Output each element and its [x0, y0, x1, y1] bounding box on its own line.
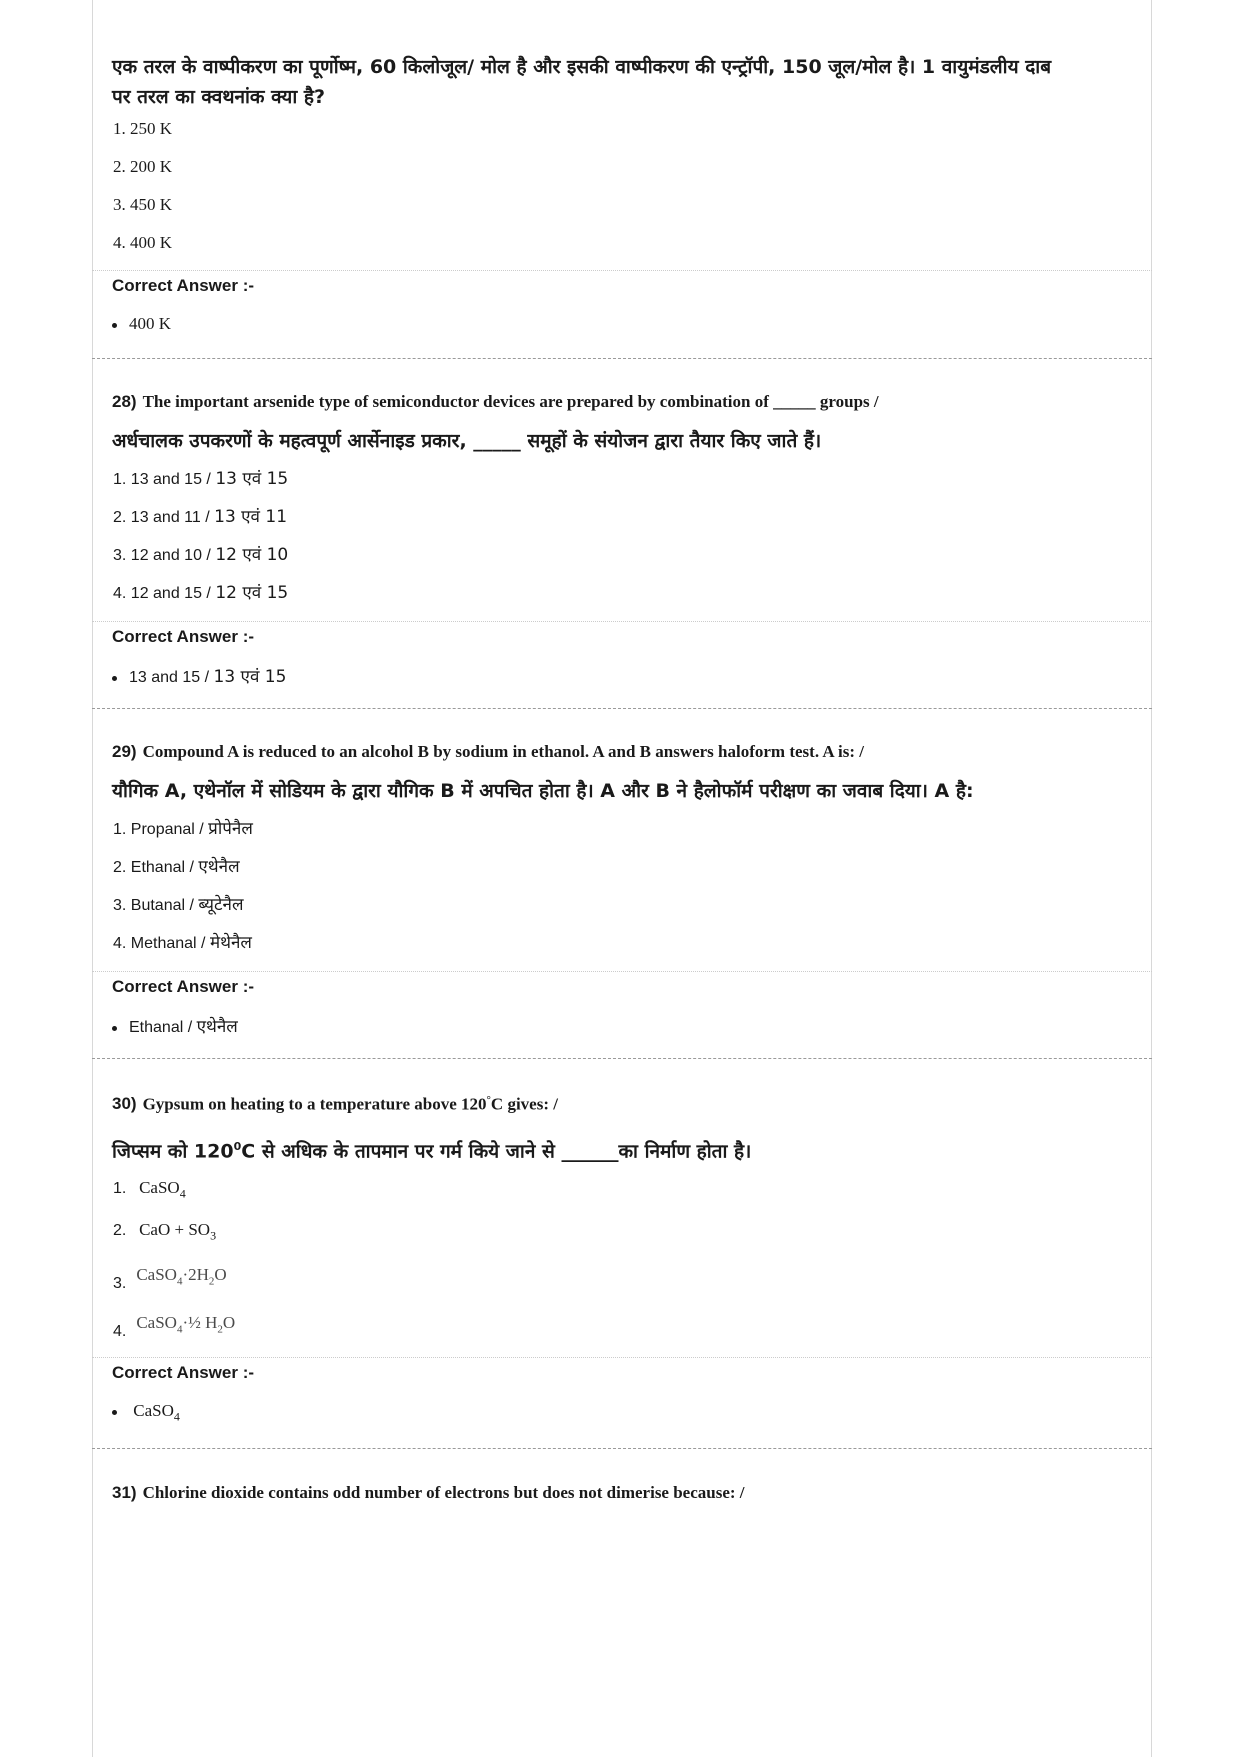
q28-option-1[interactable]: 1. 13 and 15 / 13 एवं 15: [113, 469, 289, 489]
q30-number: 30): [112, 1094, 137, 1114]
q31-number: 31): [112, 1483, 137, 1502]
q30-option-2[interactable]: 2. CaO + $SO_3$: [113, 1220, 217, 1243]
q27-hindi-question: [112, 52, 1122, 112]
bullet-icon: [112, 1410, 117, 1415]
q30-english-question: 30) Gypsum on heating to a temperature above 120°C gives: /: [112, 1094, 558, 1114]
q27-option-4[interactable]: 4. 400 K: [113, 233, 173, 252]
q30-correct-answer: CaSO$_4$: [112, 1401, 180, 1424]
q30-option-4-formula: CaSO$_4$·½ $H_2O$: [136, 1313, 236, 1336]
q29-correct-answer: Ethanal / एथेनैल: [112, 1014, 238, 1037]
bullet-icon: [112, 676, 117, 681]
divider: [92, 270, 1152, 271]
q28-hindi-question: अर्धचालक उपकरणों के महत्वपूर्ण आर्सेनाइड प्रकार, _____ समूहों के संयोजन द्वारा तैयार किए जाते हैं।: [112, 430, 822, 452]
q28-option-2[interactable]: 2. 13 and 11 / 13 एवं 11: [113, 507, 288, 527]
q30-correct-answer-label: Correct Answer :-: [112, 1363, 255, 1382]
q28-english-question: 28) The important arsenide type of semiconductor devices are prepared by combination of _____ groups /: [112, 392, 879, 411]
q31-english-question: 31) Chlorine dioxide contains odd number of electrons but does not dimerise because: /: [112, 1483, 745, 1502]
q28-number: 28): [112, 392, 137, 411]
q27-option-2[interactable]: 2. 200 K: [113, 157, 173, 176]
q29-hindi-question: यौगिक A, एथेनॉल में सोडियम के द्वारा यौगिक B में अपचित होता है। A और B ने हैलोफॉर्म परीक्षण का जवाब दिया। A है:: [112, 780, 974, 802]
q28-option-3[interactable]: 3. 12 and 10 / 12 एवं 10: [113, 545, 289, 565]
question-separator: [92, 358, 1152, 359]
divider: [92, 621, 1152, 622]
q30-hindi-question: जिप्सम को $120^0C$ से अधिक के तापमान पर गर्म किये जाने से ______का निर्माण होता है।: [112, 1140, 752, 1163]
question-separator: [92, 708, 1152, 709]
q27-option-3[interactable]: 3. 450 K: [113, 195, 173, 214]
q28-option-4[interactable]: 4. 12 and 15 / 12 एवं 15: [113, 583, 289, 603]
q27-correct-answer-label: Correct Answer :-: [112, 276, 255, 295]
q30-option-3-formula: $CaSO_4\cdot 2H_2O$: [136, 1265, 227, 1288]
q29-option-3[interactable]: 3. Butanal / ब्यूटेनैल: [113, 895, 244, 915]
question-separator: [92, 1058, 1152, 1059]
q30-option-4[interactable]: 4. CaSO$_4$·½ $H_2O$: [113, 1313, 236, 1340]
q27-correct-answer: 400 K: [112, 314, 171, 334]
q29-correct-answer-label: Correct Answer :-: [112, 977, 255, 996]
question-separator: [92, 1448, 1152, 1449]
q29-option-4[interactable]: 4. Methanal / मेथेनैल: [113, 933, 252, 953]
q27-hindi-line1: एक तरल के वाष्पीकरण का पूर्णोष्म, 60 किलोजूल/ मोल है और इसकी वाष्पीकरण की एन्ट्रॉपी, 150 जूल/मोल है। 1 वायुमंडलीय दाब: [112, 56, 1052, 78]
q29-english-question: 29) Compound A is reduced to an alcohol B by sodium in ethanol. A and B answers haloform test. A is: /: [112, 742, 864, 761]
bullet-icon: [112, 323, 117, 328]
q30-option-3[interactable]: 3. $CaSO_4\cdot 2H_2O$: [113, 1265, 227, 1292]
q29-option-2[interactable]: 2. Ethanal / एथेनैल: [113, 857, 240, 877]
q28-correct-answer-label: Correct Answer :-: [112, 627, 255, 646]
q29-option-1[interactable]: 1. Propanal / प्रोपेनैल: [113, 819, 253, 839]
q30-option-1[interactable]: 1. CaSO$_4$: [113, 1178, 186, 1201]
q29-number: 29): [112, 742, 137, 761]
bullet-icon: [112, 1026, 117, 1031]
divider: [92, 1357, 1152, 1358]
q28-correct-answer: 13 and 15 / 13 एवं 15: [112, 664, 286, 687]
q27-hindi-line2: पर तरल का क्वथनांक क्या है?: [112, 86, 325, 108]
q27-option-1[interactable]: 1. 250 K: [113, 119, 173, 138]
divider: [92, 971, 1152, 972]
